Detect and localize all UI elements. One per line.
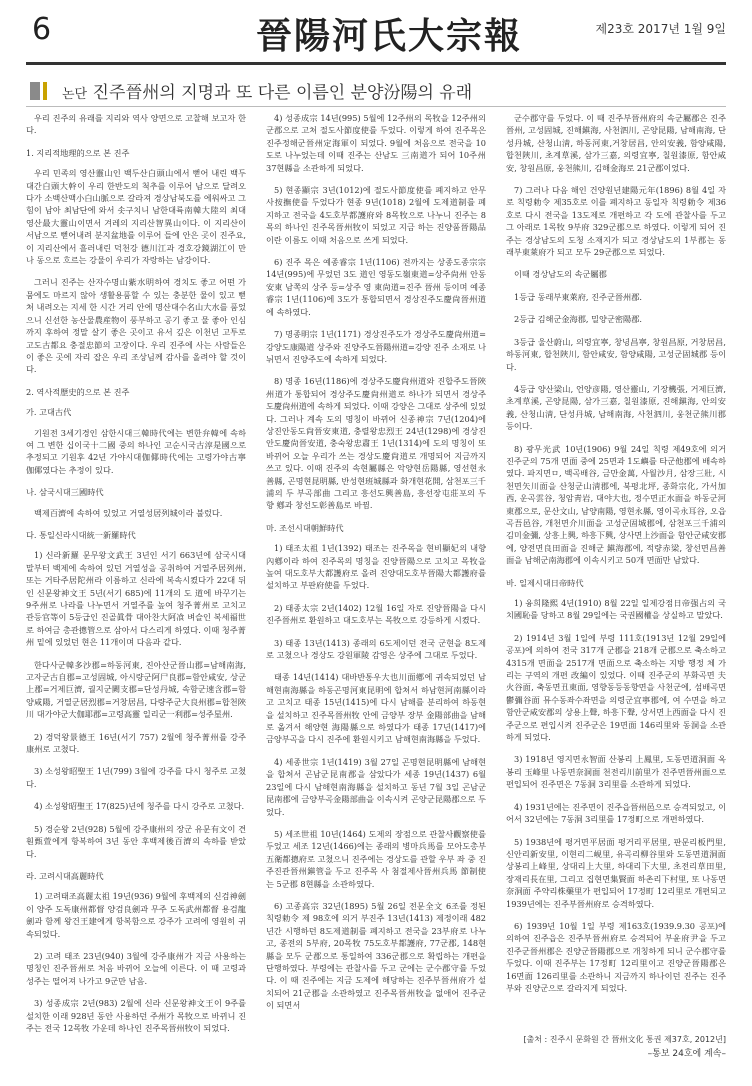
source-citation: [출처 : 진주시 문화원 간 晉州文化 통권 제37호, 2012년] <box>523 1035 726 1044</box>
section-heading: 나. 삼국시대三國時代 <box>26 487 104 498</box>
paragraph: 우리 진주의 유래를 지리와 역사 양면으로 고찰해 보고자 한다. <box>26 113 246 136</box>
paragraph: 4) 세종世宗 1년(1419) 3월 27일 곤명현昆明縣에 남해현을 합쳐서 곤남군昆南郡을 삼았다가 세종 19년(1437) 6월 23일에 다시 남해현南海縣을 설치하고 동년 7월 3일 곤남군昆南郡에 금양부곡金陽部曲을 이속시켜 곤양군昆陽郡으로 두었다. <box>266 756 486 817</box>
paragraph: 태종 14년(1414) 대바반통우大也川面鄕에 귀속되었던 남해현南海縣을 하동곤명河東昆明에 합쳐서 하남현河南縣이라고 고치고 태종 15년(1415)에 다시 남해를 분리하여 하동현을 설치하고 진주목晉州牧 안에 금양부 장부 金陽部曲을 남해로 옮겨서 해양현 海陽縣으로 하였다가 태종 17년(1417)에 금양부곡을 다시 진주에 환원시키고 남해현南海縣을 두었다. <box>266 672 486 745</box>
headline-title: 진주晉州의 지명과 또 다른 이름인 분양汾陽의 유래 <box>92 83 473 103</box>
headline-text <box>62 78 472 103</box>
paragraph: 그러니 진주는 산자수명山紫水明하여 경치도 좋고 어떤 가뭄에도 마르지 않아 생활용품할 수 있는 충분한 물이 있고 뻗쳐 내려오는 지세 한 시간 거리 안에 명산대수名山大水를 품었으니 신선한 농산물農産物이 풍부하고 공기 좋고 물 좋아 인심까지 후하여 정말 살기 좋은 곳이고 유서 깊은 이천년 고투로 고도古都요 충절忠節의 고장이다. 우리 진주에 사는 사람들은 이 좋은 곳에 자리 잡은 우리 조상님께 감사를 올려야 할 것이다. <box>26 277 246 375</box>
paragraph: 한다사군韓多沙郡=하동河東, 진아산군晉山郡=남해南海, 고자군古自郡=고성固城, 아시량군阿尸良郡=함안咸安, 상군上郡=거제巨濟, 궐지군闕支郡=단성丹城, 속함군速含郡=함양咸陽, 거열군居烈郡=거창居昌, 다량주군大良州郡=합천陜川 대가야군大伽耶郡=고령高靈 일리군一利郡=성주星州. <box>26 659 246 720</box>
paragraph: 8) 명종 16년(1186)에 경상주도慶尙州道와 진합주도晉陜州道가 통합되어 경상주도慶尙州道로 하나가 되면서 경상주도慶尙州道에 속하게 되었다. 이때 강양은 그대로 상주에 있었다. 그러나 계속 도의 명칭이 바뀌어 신종神宗 7년(1204)에 상진안동도尙晉安東道, 충렬왕忠烈王 24년(1298)에 경상진안도慶尙晉安道, 충숙왕忠肅王 1년(1314)에 도의 명칭이 또 바뀌어 오늘 우리가 쓰는 경상도慶尙道로 개명되어 지금까지 쓰고 있다. 이때 진주의 속현屬縣은 악양현岳陽縣, 영선현永善縣, 곤명현昆明縣, 반성현班城縣과 화개현花開, 삼천포三千浦의 두 부곡部曲 그리고 흥선도興善島, 흥선장屯莊포의 두 향 鄕과 창선도彰善島로 바뀜. <box>266 376 486 511</box>
headline-lead: 논단 <box>62 87 88 102</box>
newspaper-title: 晉陽河氏大宗報 <box>256 15 523 57</box>
section-marker-icon <box>30 82 40 100</box>
paragraph: 1) 신라新羅 문무왕文武王 3년인 서기 663년에 삼국시대 말부터 백제에 속하여 있던 거열성을 공취하여 거열주居列州, 또는 거타주居陀州라 이름하고 신라에 복속시켰다가 22대 뒤인 신문왕神文王 5년(서기 685)에 11개의 도 道에 바꾸기는 9주州로 나라를 나누면서 거열주를 높여 청주菁州로 고치고 관등官等이 5등급인 진골眞骨 대아찬大阿飡 벼슬인 복세福世로 하여금 총관摠管으로 삼아서 다스리게 하였다. 이때 청주菁州 밑에 있었던 현은 11개이며 다음과 같다. <box>26 550 246 648</box>
paragraph: 4) 성종成宗 14년(995) 5월에 12주州의 목牧을 12주州의 군郡으로 고쳐 절도사節度使를 두었다. 이렇게 하여 진주목은 진주정해군晉州定海軍이 되었다. 9월에 처음으로 전국을 10도로 나누었는데 이때 진주는 산남도 三南道가 되어 10주州 37현縣을 소관하게 되었다. <box>266 113 486 173</box>
paragraph: 7) 그러나 다음 해인 건양원년建陽元年(1896) 8월 4일 자로 칙령勅令 제35호로 이를 폐지하고 동일자 칙령勅令 제36호로 다시 전국을 13도제로 개편하고 각 도에 관찰사를 두고 그 아래로 1목牧 9부府 329군郡으로 하였다. 이렇게 되어 진주는 경상남도의 도청 소재지가 되고 경상남도의 1부郡는 동래부東萊府가 되고 모두 29군郡으로 되었다. <box>506 185 726 258</box>
paragraph: 2) 경덕왕景德王 16년(서기 757) 2월에 청주菁州를 강주康州로 고쳤다. <box>26 731 246 755</box>
masthead <box>26 6 726 66</box>
paragraph: 5) 세조世祖 10년(1464) 도제의 장점으로 관찰사觀察使를 두었고 세조 12년(1466)에는 종래의 병마兵馬를 모아도총부五衛都摠府로 고쳤으니 진주에는 경상도를 관할 우부 좌 중 진주진관晉州鎭管을 두고 진주목 사 첨절제사晉州兵馬 節制使는 5군郡 8현縣을 소관하였다. <box>266 828 486 889</box>
section-heading: 1. 지리적地理的으로 본 진주 <box>26 147 130 158</box>
paragraph: 1) 융희隆熙 4년(1910) 8월 22일 일제강점日帝强占의 국치國恥를 당하고 8월 29일에는 국권國權을 상실하고 말았다. <box>506 598 726 621</box>
paragraph: 2) 고려 태조 23년(940) 3월에 강주康州가 지금 사용하는 명칭인 진주晉州로 처음 바뀌어 오늘에 이른다. 이 때 고령과 성주는 떨어져 나가고 9군만 남음. <box>26 950 246 986</box>
paragraph: 이때 경상남도의 속군屬郡 <box>514 269 607 280</box>
section-heading: 가. 고대古代 <box>26 407 72 418</box>
paragraph: 1) 고려태조高麗太祖 19년(936) 9월에 후백제의 신검神劍이 양주 도독康州都督 양검良劍과 무주 도독武州都督 용검龍劍과 함께 왕건王建에게 항복함으로 강주가 고려에 영원히 귀속되었다. <box>26 891 246 939</box>
section-heading: 2. 역사적歷史的으로 본 진주 <box>26 386 130 397</box>
paragraph: 3) 소성왕昭聖王 1년(799) 3월에 강주를 다시 청주로 고쳤다. <box>26 766 246 789</box>
page-number: 6 <box>32 12 52 47</box>
paragraph: 4) 1931년에는 진주면이 진주읍晉州邑으로 승격되었고, 이어서 32년에는 7동洞 3리里를 17정町으로 개편하였다. <box>506 801 726 825</box>
paragraph: 기원전 3세기경인 삼한시대三韓時代에는 변한弁韓에 속하여 그 변한 십이국十二國 중의 하나인 고순시국古淳是國으로 추정되고 기원후 42년 가야시대伽倻時代에는 고령가야古寧伽倻였다는 추정이 있다. <box>26 427 246 475</box>
paragraph: 2) 1914년 3월 1일에 부령 111호(1913년 12월 29일에 공포)에 의하여 전국 317개 군郡을 218개 군郡으로 축소하고 4315개 면面을 2517개 면面으로 축소하는 지방 행정 체 가리는 구역의 개편 改編이 있었다. 이때 진주군의 부화곡면 夫火谷面, 축동면丑東面, 영향동등동향면을 사천군에, 섬배곡면鬱彌谷面 뮤수동좌수좌면을 의령군宜寧郡에, 여 수면을 하고 함안군咸安郡의 상용上聲, 하흥下聲, 상서면上西面을 다시 진주군으로 편입시켜 진주군은 19면面 146리里와 동洞을 소관하게 되었다. <box>506 632 726 743</box>
article-body <box>26 112 726 1042</box>
continued-note: –통보 24호에 계속– <box>647 1049 726 1059</box>
section-heading: 바. 일제시대日帝時代 <box>506 577 584 588</box>
paragraph: 4) 소성왕昭聖王 17(825)년에 청주를 다시 강주로 고쳤다. <box>34 801 245 812</box>
issue-info: 제23호 2017년 1월 9일 <box>595 22 726 36</box>
paragraph: 우리 민족의 영산靈山인 백두산白頭山에서 뻗어 내린 백두대간白頭大幹이 우리 한반도의 척추를 이루어 남으로 달려오다가 소백산맥小白山脈으로 갈라져 경상남북도를 에워싸고 그 힘이 남아 최남단에 와서 솟구치니 남한대륙南韓大陸의 최대 영산最大靈山이면서 겨레의 지리산智異山이다. 이 지리산이 서남으로 뻗어내려 분지盆地를 이루어 들에 안은 곳이 진주요, 이 지리산에서 흘러내린 덕천강 德川江과 경호강鏡湖江이 만나 동으로 흐르는 강물이 우리가 자랑하는 남강이다. <box>26 168 246 266</box>
column-3 <box>506 112 726 1042</box>
paragraph: 1등급 동래부東萊府, 진주군晉州郡. <box>514 291 643 302</box>
paragraph: 5) 1938년에 평거면平居面 평거리平居里, 판문리板門里, 신안리新安里, 이현리二峴里, 유곡리柳谷里와 도동면道洞面 상봉리上峰里, 상대리上大里, 하대리下大里, 초전리草田里, 장재리長在里, 그리고 집현면集賢面 하촌리下村里, 또 나동면奈洞面 주약리株藥里가 편입되어 17정町 12리里로 개편되고 1939년에는 진주부晉州府로 승격하였다. <box>506 836 726 909</box>
paragraph: 3) 1918년 영지면永智面 산봉리 上鳳里, 도동면道洞面 옥봉리 玉峰里 나동면奈洞面 천전리川前里가 진주면晉州面으로 편입되어 진주면은 7동洞 3리里를 소관하게 되었다. <box>506 754 726 790</box>
paragraph: 8) 광무光武 10년(1906) 9월 24일 칙령 제49호에 의거 진주군의 75개 면面 중에 25면과 1도嶼를 타군他郡에 배속하였다. 파지면ㅁ, 백곡배谷, 금만金萬, 사월沙月, 삼장三壯, 시천면矢川面을 산청군山淸郡에, 북평北坪, 종화宗化, 가서加西, 운곡雲谷, 청암靑岩, 대야大也, 정수면正水面을 하동군河東郡으로, 문산文山, 남양南陽, 영현永縣, 영이곡永耳谷, 오읍곡吾邑谷, 개천면介川面을 고성군固城郡에, 삼천포三千浦의 김미金彌, 상흥上興, 하흥下興, 상사면上沙面을 함안군咸安郡에, 양전면良田面을 진해군 鎭海郡에, 적량赤梁, 창선면昌善面을 남해군南海郡에 이속시키고 50개 면面만 남았다. <box>506 443 726 566</box>
section-heading: 마. 조선시대朝鮮時代 <box>266 522 344 533</box>
column-1 <box>26 112 246 1042</box>
paragraph: 5) 현종顯宗 3년(1012)에 절도사節度使를 폐지하고 안무사按撫使를 두었다가 현종 9년(1018) 2월에 도제道制를 폐지하고 전국을 4도호부都護府와 8목牧으로 나누니 진주는 8목의 하나인 진주목晉州牧이 되었고 지금 하는 진양품晉陽品이란 이름도 이때 처음으로 쓰게 되었다. <box>266 185 486 245</box>
paragraph: 6) 1939년 10월 1일 부령 제163호(1939.9.30 공포)에 의하여 진주읍은 진주부晉州府로 승격되어 부윤府尹을 두고 진주군晉州郡은 진양군晉陽郡으로 개칭하게 되니 군수郡守를 두었다. 이때 진주부는 17정町 12리里이고 진양군晉陽郡은 16면面 126리里를 소관하니 지금까지 하나이던 진주는 진주부와 진양군으로 갈라지게 되었다. <box>506 920 726 993</box>
article-headline <box>26 76 726 107</box>
paragraph: 군수郡守를 두었다. 이 때 진주부晉州府의 속군屬郡은 진주晉州, 고성固城, 진해鎭海, 사천泗川, 곤양昆陽, 남해南海, 단성丹城, 산청山淸, 하동河東,거창居昌, 안의安義, 함양咸陽, 합천陜川, 초계草溪, 삼가三嘉, 의령宜寧, 칠원漆原, 함안咸安, 창원昌原, 웅천熊川, 김해金海로 21군郡이었다. <box>506 113 726 173</box>
paragraph: 3등급 울산蔚山, 의령宜寧, 창녕昌寧, 창원昌原, 거창居昌, 하동河東, 합천陜川, 함안咸安, 함양咸陽, 고성군固城郡 등이다. <box>506 336 726 372</box>
paragraph: 6) 진주 목은 예종睿宗 1년(1106) 전까지는 상종도종宗宗 14년(995)에 무었던 3도 道인 영동도嶺東道=상주尙州 안동安東 남쪽의 상주 등=상주 영 東尙道=진주 晉州 등이며 예종睿宗 1년(1106)에 3도가 통합되면서 경상진주도慶尙晉州道에 속하였다. <box>266 257 486 317</box>
paragraph: 2등급 김해군金海郡, 밀양군密陽郡. <box>514 314 643 325</box>
paragraph: 백제百濟에 속하여 있었고 거열성居列城이라 불렀다. <box>34 507 223 518</box>
paragraph: 2) 태종太宗 2년(1402) 12월 16일 자로 진양晉陽을 다시 진주晉州로 환원하고 대도호부는 목牧으로 강등하게 시켰다. <box>266 602 486 626</box>
paragraph: 1) 태조太祖 1년(1392) 태조는 진주목을 현비顯妃의 내향內鄕이라 하여 진주목의 명칭을 진양晉陽으로 고치고 목牧을 높여 대도호부大都護府로 올려 진양대도호부晉陽大都護府를 설치하고 부판府使를 두었다. <box>266 543 486 591</box>
paragraph: 4등급 양산梁山, 언양彦陽, 영산靈山, 기장機張, 거제巨濟, 초계草溪, 곤양昆陽, 삼가三嘉, 칠원漆原, 진해鎭海, 안의安義, 산청山淸, 단성丹城, 남해南海, 사천泗川, 웅천군熊川郡 등이다. <box>506 383 726 432</box>
section-heading: 다. 통일신라시대統一新羅時代 <box>26 529 136 540</box>
paragraph: 3) 성종成宗 2년(983) 2월에 신라 신문왕神文王이 9주를 설치한 이래 928년 동안 사용하던 주州가 목牧으로 바뀌니 진주는 전국 12목牧 가운데 하나인 진주목晉州牧이 되었다. <box>26 998 246 1033</box>
section-heading: 라. 고려시대高麗時代 <box>26 870 104 881</box>
column-2 <box>266 112 486 1042</box>
paragraph: 3) 태종 13년(1413) 종래의 6도제이던 전국 군현을 8도제로 고쳤으나 경상도 강원軍陵 감영은 상주에 그대로 두었다. <box>266 637 486 661</box>
paragraph: 7) 명종明宗 1년(1171) 경상진주도가 경상주도慶尙州道=강양도康陽道 상주와 진양주도晉陽州道=강양 진주 소재로 나뉘면서 진양주도에 속하게 되었다. <box>266 329 486 364</box>
masthead-rule <box>26 62 726 65</box>
paragraph: 5) 경순왕 2년(928) 5월에 강주康州의 장군 유문有文이 견훤甄萱에게 항복하여 3년 동안 후백제後百濟의 속하를 받았다. <box>26 823 246 859</box>
paragraph: 6) 고종高宗 32년(1895) 5월 26일 전문全文 6조를 정된 칙령勅令 제 98호에 의거 부진주 13년(1413) 제정이래 482년간 시행하던 8도제道制를 폐지하고 전국을 23부府로 나누고, 종전의 5부府, 20목牧 75도호부都護府, 77군郡, 148현縣을 모두 군郡으로 통일하여 336군郡으로 확립하는 개편을 단행하였다. 부령에는 관찰사를 두고 군에는 군수郡守를 두었다. 이 때 진주에는 지금 도제에 해당하는 진주부晉州府가 설치되어 21군郡을 소관하였고 진주목晉州牧을 없애어 진주군이 되면서 <box>266 900 486 1011</box>
